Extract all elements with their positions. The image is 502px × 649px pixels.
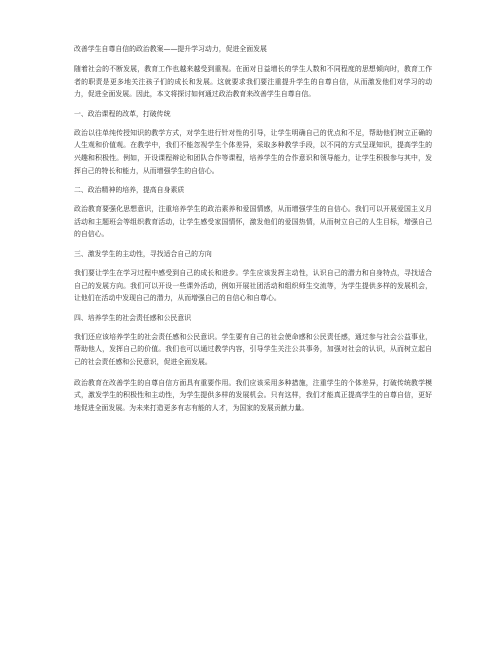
- section-heading-2: 二、政治精神的培养，提高自身素质: [74, 186, 185, 195]
- document-title: 改善学生自尊自信的政治教案——提升学习动力，促进全面发展: [74, 45, 267, 53]
- section-body-3: 我们要让学生在学习过程中感受到自己的成长和进步。学生应该发挥主动性，认识自己的潜力和自身特点，寻找适合自己的发展方向。我们可以开设一些课外活动，例如开展社团活动和组织师生交流等，为学生提供多样的发展机会，让他们在活动中发现自己的潜力，从而增强自己的自信心和自尊心。: [74, 268, 432, 303]
- section-body-2: 政治教育要强化思想意识，注重培养学生的政治素养和爱国情感，从而增强学生的自信心。我们可以开展爱国主义月活动和主题班会等组织教育活动，让学生感受家国情怀，激发他们的爱国热情，从而树立自己的人生目标，增强自己的自信心。: [74, 205, 432, 239]
- section-heading-4: 四、培养学生的社会责任感和公民意识: [74, 313, 192, 322]
- section-body-4: 我们还应该培养学生的社会责任感和公民意识。学生要有自己的社会使命感和公民责任感，通过参与社会公益事业，帮助他人，发挥自己的价值。我们也可以通过教学内容，引导学生关注公共事务，加强对社会的认识，从而树立起自己的社会责任感和公民意识，促进全面发展。: [74, 332, 432, 366]
- section-heading-3: 三、激发学生的主动性，寻找适合自己的方向: [74, 249, 212, 258]
- section-body-1: 政治以往单纯传授知识的教学方式，对学生进行针对性的引导，让学生明确自己的优点和不足，帮助他们树立正确的人生观和价值观。在教学中，我们不能忽视学生个体差异，采取多种教学手段，以不同的方式呈现知识，提高学生的兴趣和积极性。例如，开设课程辩论和团队合作等课程，培养学生的合作意识和领导能力，让学生积极参与其中，发挥自己的特长和能力，从而增强学生的自信心。: [74, 128, 432, 175]
- section-heading-1: 一、政治课程的改革，打破传统: [74, 109, 171, 118]
- intro-paragraph: 随着社会的不断发展，教育工作也越来越受到重视。在面对日益增长的学生人数和不同程度的思想倾向时，教育工作者的职责是更多地关注孩子们的成长和发展。这就要求我们要注重提升学生的自尊自信，从而激发他们对学习的动力，促进全面发展。因此，本文将探讨如何通过政治教育来改善学生自尊自信。: [74, 65, 432, 99]
- document-page: [74, 44, 432, 422]
- conclusion-paragraph: 政治教育在改善学生的自尊自信方面具有重要作用。我们应该采用多种措施，注重学生的个体差异，打破传统教学模式，激发学生的积极性和主动性，为学生提供多样的发展机会。只有这样，我们才能真正提高学生的自尊自信，更好地促进全面发展。为未来打造更多有志有能的人才，为国家的发展贡献力量。: [74, 378, 432, 412]
